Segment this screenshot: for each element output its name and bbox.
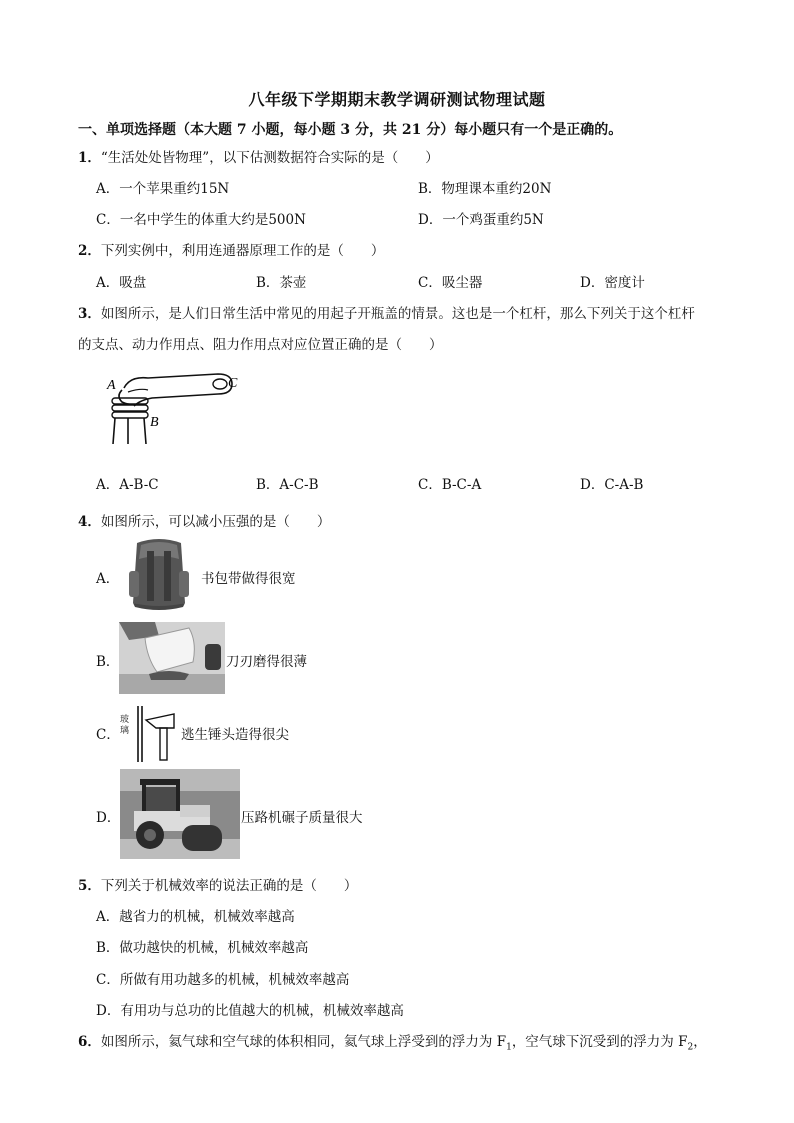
label-c: C	[228, 376, 238, 391]
backpack-photo	[119, 537, 199, 611]
option-a: A．吸盘	[96, 275, 147, 291]
question-stem: 下列关于机械效率的说法正确的是（ ）	[100, 878, 358, 894]
item-caption: 压路机碾子质量很大	[241, 810, 363, 826]
question-number: 5．	[78, 878, 101, 894]
subscript-2: 2	[687, 1042, 694, 1053]
question-stem-part3: ，	[693, 1034, 707, 1050]
option-d: D．密度计	[580, 275, 645, 291]
question-number: 2．	[78, 243, 101, 259]
label-b: B	[150, 415, 159, 430]
question-stem: “生活处处皆物理”，以下估测数据符合实际的是（ ）	[100, 150, 439, 166]
item-caption: 书包带做得很宽	[201, 571, 296, 587]
item-letter: C．	[96, 727, 120, 743]
option-b: B．做功越快的机械，机械效率越高	[96, 940, 309, 956]
roller-photo	[120, 769, 240, 859]
question-3-line2: 的支点、动力作用点、阻力作用点对应位置正确的是（ ）	[78, 337, 443, 353]
option-c: C．吸尘器	[418, 275, 483, 291]
subscript-1: 1	[506, 1042, 512, 1053]
question-number: 1．	[78, 150, 101, 166]
option-b: B．物理课本重约20N	[418, 181, 552, 197]
question-4	[78, 510, 330, 530]
question-5	[78, 874, 357, 894]
question-1	[78, 146, 439, 166]
label-a: A	[107, 378, 116, 393]
question-stem-part2: ，空气球下沉受到的浮力为 F	[511, 1034, 688, 1050]
item-letter: A．	[96, 571, 120, 587]
option-b: B．茶壶	[256, 275, 307, 291]
item-letter: D．	[96, 810, 121, 826]
glass-label: 玻璃	[120, 715, 130, 736]
question-stem-line1: 如图所示，是人们日常生活中常见的用起子开瓶盖的情景。这也是一个杠杆，那么下列关于这个杠杆	[100, 306, 695, 322]
question-stem-part1: 如图所示，氦气球和空气球的体积相同，氦气球上浮受到的浮力为 F	[100, 1034, 507, 1050]
item-caption: 逃生锤头造得很尖	[181, 727, 289, 743]
option-a: A．A-B-C	[96, 477, 159, 493]
question-3	[78, 302, 695, 322]
item-caption: 刀刃磨得很薄	[226, 654, 307, 670]
hammer-diagram	[134, 706, 180, 762]
question-number: 4．	[78, 514, 101, 530]
option-d: D．一个鸡蛋重约5N	[418, 212, 544, 228]
bottle-opener-figure	[100, 366, 250, 448]
option-c: C．所做有用功越多的机械，机械效率越高	[96, 972, 350, 988]
option-a: A．一个苹果重约15N	[96, 181, 230, 197]
option-a: A．越省力的机械，机械效率越高	[96, 909, 295, 925]
option-d: D．有用功与总功的比值越大的机械，机械效率越高	[96, 1003, 404, 1019]
section-heading: 一、单项选择题（本大题 7 小题，每小题 3 分，共 21 分）每小题只有一个是正确的。	[78, 122, 623, 138]
question-number: 6．	[78, 1034, 101, 1050]
option-d: D．C-A-B	[580, 477, 644, 493]
knife-photo	[119, 622, 225, 694]
question-stem: 如图所示，可以减小压强的是（ ）	[100, 514, 331, 530]
question-6	[78, 1030, 707, 1053]
option-c: C．B-C-A	[418, 477, 482, 493]
question-number: 3．	[78, 306, 101, 322]
option-c: C．一名中学生的体重大约是500N	[96, 212, 306, 228]
option-b: B．A-C-B	[256, 477, 319, 493]
page-title: 八年级下学期期末教学调研测试物理试题	[248, 90, 546, 109]
question-stem: 下列实例中，利用连通器原理工作的是（ ）	[100, 243, 385, 259]
item-letter: B．	[96, 654, 120, 670]
question-2	[78, 239, 384, 259]
